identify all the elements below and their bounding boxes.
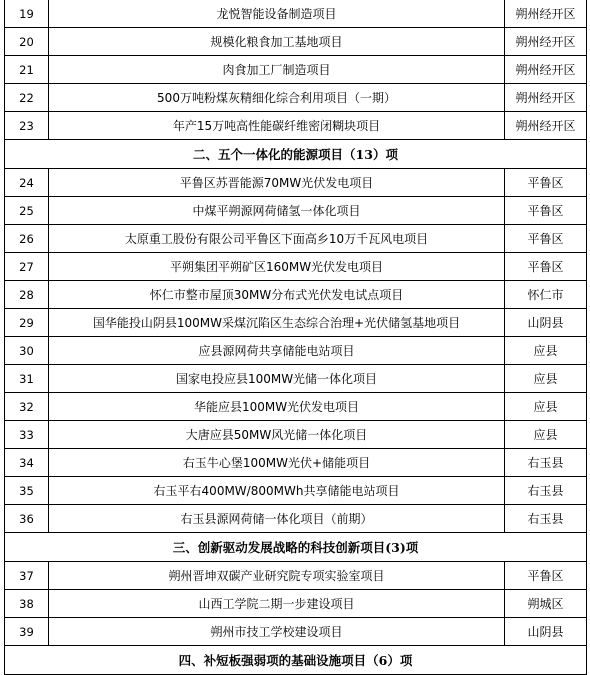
row-number: 26 [5,225,49,253]
project-location: 山阴县 [505,618,587,646]
project-name: 应县源网荷共享储能电站项目 [49,337,505,365]
project-location: 朔城区 [505,590,587,618]
project-location: 怀仁市 [505,281,587,309]
project-location: 朔州经开区 [505,28,587,56]
table-row [5,0,587,28]
project-location: 应县 [505,421,587,449]
project-name: 怀仁市整市屋顶30MW分布式光伏发电试点项目 [49,281,505,309]
table-row [5,505,587,533]
row-number: 21 [5,56,49,84]
project-name: 国华能投山阴县100MW采煤沉陷区生态综合治理+光伏储氢基地项目 [49,309,505,337]
row-number: 35 [5,477,49,505]
project-name: 右玉县源网荷储一体化项目（前期） [49,505,505,533]
table-row [5,618,587,646]
project-location: 朔州经开区 [505,56,587,84]
row-number: 24 [5,169,49,197]
project-table-body [5,0,587,675]
project-location: 平鲁区 [505,197,587,225]
row-number: 39 [5,618,49,646]
project-location: 平鲁区 [505,225,587,253]
section-title: 三、创新驱动发展战略的科技创新项目(3)项 [5,533,587,562]
table-row [5,253,587,281]
row-number: 29 [5,309,49,337]
project-location: 山阴县 [505,309,587,337]
project-location: 平鲁区 [505,169,587,197]
table-row [5,562,587,590]
project-name: 中煤平朔源网荷储氢一体化项目 [49,197,505,225]
row-number: 25 [5,197,49,225]
table-row [5,112,587,140]
row-number: 32 [5,393,49,421]
table-row [5,197,587,225]
row-number: 22 [5,84,49,112]
project-name: 平朔集团平朔矿区160MW光伏发电项目 [49,253,505,281]
section-header-row [5,140,587,169]
row-number: 34 [5,449,49,477]
project-location: 朔州经开区 [505,84,587,112]
table-row [5,337,587,365]
table-row [5,393,587,421]
row-number: 28 [5,281,49,309]
row-number: 20 [5,28,49,56]
section-title: 四、补短板强弱项的基础设施项目（6）项 [5,646,587,675]
table-row [5,56,587,84]
project-location: 平鲁区 [505,562,587,590]
project-name: 500万吨粉煤灰精细化综合利用项目（一期） [49,84,505,112]
project-table [4,0,587,675]
table-row [5,309,587,337]
project-location: 朔州经开区 [505,0,587,28]
project-location: 朔州经开区 [505,112,587,140]
table-row [5,449,587,477]
table-row [5,169,587,197]
project-location: 右玉县 [505,477,587,505]
project-name: 山西工学院二期一步建设项目 [49,590,505,618]
project-name: 右玉平右400MW/800MWh共享储能电站项目 [49,477,505,505]
row-number: 37 [5,562,49,590]
row-number: 30 [5,337,49,365]
table-row [5,365,587,393]
project-name: 年产15万吨高性能碳纤维密闭糊块项目 [49,112,505,140]
project-name: 朔州晋坤双碳产业研究院专项实验室项目 [49,562,505,590]
project-name: 太原重工股份有限公司平鲁区下面高乡10万千瓦风电项目 [49,225,505,253]
project-name: 肉食加工厂制造项目 [49,56,505,84]
project-name: 华能应县100MW光伏发电项目 [49,393,505,421]
section-title: 二、五个一体化的能源项目（13）项 [5,140,587,169]
row-number: 33 [5,421,49,449]
table-row [5,28,587,56]
project-location: 应县 [505,365,587,393]
table-row [5,590,587,618]
row-number: 36 [5,505,49,533]
row-number: 38 [5,590,49,618]
section-header-row [5,533,587,562]
table-row [5,281,587,309]
row-number: 19 [5,0,49,28]
project-location: 应县 [505,337,587,365]
table-row [5,477,587,505]
project-location: 应县 [505,393,587,421]
row-number: 23 [5,112,49,140]
section-header-row [5,646,587,675]
project-location: 平鲁区 [505,253,587,281]
project-name: 国家电投应县100MW光储一体化项目 [49,365,505,393]
row-number: 27 [5,253,49,281]
project-name: 规模化粮食加工基地项目 [49,28,505,56]
project-location: 右玉县 [505,505,587,533]
project-name: 大唐应县50MW风光储一体化项目 [49,421,505,449]
project-location: 右玉县 [505,449,587,477]
project-name: 龙悦智能设备制造项目 [49,0,505,28]
table-row [5,84,587,112]
project-name: 平鲁区苏晋能源70MW光伏发电项目 [49,169,505,197]
row-number: 31 [5,365,49,393]
project-name: 朔州市技工学校建设项目 [49,618,505,646]
table-row [5,421,587,449]
project-name: 右玉牛心堡100MW光伏+储能项目 [49,449,505,477]
table-row [5,225,587,253]
